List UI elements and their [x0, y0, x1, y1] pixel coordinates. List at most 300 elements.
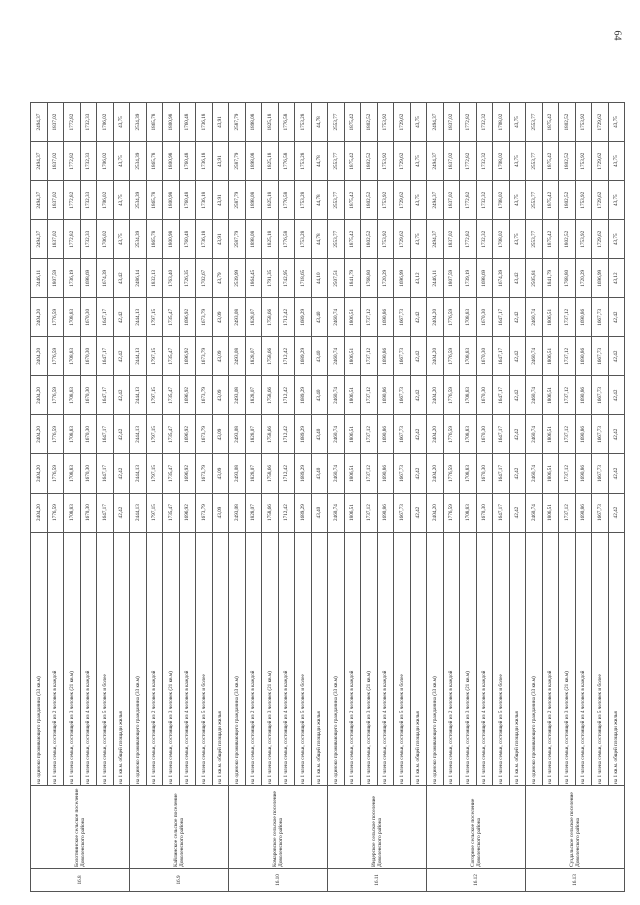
value-cell: 1806,51 [344, 337, 361, 376]
table-row [542, 103, 559, 892]
category-cell: на 1 члена семьи, состоящей из 3 человек (21 кв.м) [262, 532, 279, 785]
category-cell: на 1 члена семьи, состоящей из 4 человек в каждой [476, 532, 493, 785]
value-cell: 1768,80 [361, 259, 378, 298]
value-cell: 1760,48 [179, 103, 196, 142]
value-cell: 2493,08 [229, 493, 246, 532]
value-cell: 1776,59 [443, 415, 460, 454]
value-cell: 1708,83 [460, 415, 477, 454]
value-cell: 1696,92 [179, 376, 196, 415]
value-cell: 1758,66 [262, 493, 279, 532]
value-cell: 1763,40 [163, 259, 180, 298]
table-row [212, 103, 229, 892]
value-cell: 1729,62 [394, 181, 411, 220]
value-cell: 1702,67 [196, 259, 213, 298]
table-row [163, 103, 180, 892]
value-cell: 2460,74 [328, 298, 345, 337]
value-cell: 1708,83 [64, 454, 81, 493]
value-cell: 2553,77 [328, 103, 345, 142]
value-cell: 42,42 [410, 376, 427, 415]
value-cell: 1837,02 [47, 142, 64, 181]
value-cell: 1776,59 [443, 298, 460, 337]
value-cell: 1690,86 [575, 415, 592, 454]
value-cell: 1732,33 [80, 142, 97, 181]
value-cell: 43,75 [113, 103, 130, 142]
value-cell: 43,12 [608, 259, 625, 298]
value-cell: 1807,59 [47, 259, 64, 298]
value-cell: 43,75 [410, 142, 427, 181]
value-cell: 1690,86 [575, 493, 592, 532]
value-cell: 1708,83 [64, 337, 81, 376]
value-cell: 1696,92 [179, 337, 196, 376]
value-cell: 43,40 [311, 376, 328, 415]
category-cell: на 1 члена семьи, состоящей из 2 человек в каждой [245, 532, 262, 785]
value-cell: 1737,12 [361, 337, 378, 376]
value-cell: 43,40 [311, 493, 328, 532]
table-row [262, 103, 279, 892]
value-cell: 1753,92 [575, 220, 592, 259]
value-cell: 1776,59 [443, 493, 460, 532]
value-cell: 1667,73 [592, 376, 609, 415]
value-cell: 1837,02 [443, 103, 460, 142]
value-cell: 1670,30 [476, 454, 493, 493]
value-cell: 42,42 [509, 337, 526, 376]
value-cell: 1667,73 [592, 454, 609, 493]
value-cell: 1772,82 [460, 220, 477, 259]
value-cell: 1753,28 [295, 103, 312, 142]
value-cell: 1689,29 [295, 415, 312, 454]
value-cell: 43,09 [212, 376, 229, 415]
value-cell: 2460,74 [526, 337, 543, 376]
value-cell: 1837,02 [443, 220, 460, 259]
value-cell: 1772,82 [460, 142, 477, 181]
table-row [526, 103, 543, 892]
table-row [476, 103, 493, 892]
value-cell: 1670,30 [476, 415, 493, 454]
value-cell: 1737,12 [559, 415, 576, 454]
value-cell: 1825,18 [262, 142, 279, 181]
value-cell: 1647,17 [493, 493, 510, 532]
table-row [278, 103, 295, 892]
rotated-table-content [30, 102, 620, 892]
value-cell: 1670,30 [80, 298, 97, 337]
value-cell: 1800,98 [163, 220, 180, 259]
table-row [344, 103, 361, 892]
value-cell: 1729,62 [394, 220, 411, 259]
value-cell: 1706,02 [97, 181, 114, 220]
value-cell: 1708,02 [493, 103, 510, 142]
value-cell: 1797,15 [146, 454, 163, 493]
value-cell: 43,42 [509, 259, 526, 298]
value-cell: 1875,42 [542, 181, 559, 220]
value-cell: 1712,42 [278, 415, 295, 454]
value-cell: 42,42 [509, 376, 526, 415]
value-cell: 1674,39 [493, 259, 510, 298]
value-cell: 2404,20 [427, 337, 444, 376]
value-cell: 1708,83 [64, 415, 81, 454]
category-cell: на 1 члена семьи, состоящей из 5 человек и более [295, 532, 312, 785]
value-cell: 2494,37 [427, 181, 444, 220]
rotated-table-frame [30, 102, 620, 892]
value-cell: 43,75 [608, 181, 625, 220]
value-cell: 1690,86 [575, 376, 592, 415]
value-cell: 1670,30 [476, 298, 493, 337]
table-row [410, 103, 427, 892]
value-cell: 1739,19 [460, 259, 477, 298]
value-cell: 1732,32 [476, 181, 493, 220]
value-cell: 42,42 [608, 298, 625, 337]
value-cell: 1806,51 [542, 454, 559, 493]
value-cell: 1712,42 [278, 298, 295, 337]
value-cell: 1800,98 [163, 181, 180, 220]
value-cell: 1760,48 [179, 142, 196, 181]
value-cell: 1802,52 [361, 181, 378, 220]
value-cell: 1776,58 [278, 181, 295, 220]
value-cell: 1875,42 [344, 220, 361, 259]
value-cell: 2404,20 [427, 415, 444, 454]
value-cell: 1776,59 [47, 298, 64, 337]
value-cell: 1690,86 [575, 454, 592, 493]
value-cell: 1837,02 [443, 142, 460, 181]
table-row [559, 103, 576, 892]
value-cell: 1689,29 [295, 454, 312, 493]
value-cell: 1735,47 [163, 376, 180, 415]
category-cell: на 1 члена семьи, состоящей из 3 человек (21 кв.м) [460, 532, 477, 785]
category-cell: на одиноко проживающего гражданина (33 кв.м) [229, 532, 246, 785]
value-cell: 43,75 [410, 220, 427, 259]
value-cell: 1647,17 [97, 454, 114, 493]
value-cell: 44,78 [311, 220, 328, 259]
value-cell: 1802,52 [361, 142, 378, 181]
value-cell: 1797,15 [146, 376, 163, 415]
group-code: 16.13 [526, 868, 625, 891]
value-cell: 1737,12 [559, 454, 576, 493]
value-cell: 1797,15 [146, 298, 163, 337]
value-cell: 1712,42 [278, 493, 295, 532]
value-cell: 1828,07 [245, 415, 262, 454]
value-cell: 2494,37 [427, 142, 444, 181]
value-cell: 1772,82 [64, 181, 81, 220]
value-cell: 43,75 [608, 220, 625, 259]
value-cell: 2587,79 [229, 142, 246, 181]
value-cell: 2444,13 [130, 337, 147, 376]
value-cell: 1753,92 [377, 103, 394, 142]
category-cell: на 1 члена семьи, состоящей из 5 человек и более [196, 532, 213, 785]
value-cell: 1802,52 [559, 142, 576, 181]
value-cell: 1720,29 [575, 259, 592, 298]
value-cell: 1837,02 [47, 181, 64, 220]
municipality-name: Комаровское сельское поселение Доволенского района [229, 785, 328, 868]
value-cell: 2507,51 [328, 259, 345, 298]
value-cell: 1864,45 [245, 259, 262, 298]
value-cell: 42,42 [608, 376, 625, 415]
value-cell: 1753,28 [295, 142, 312, 181]
value-cell: 1737,12 [361, 376, 378, 415]
value-cell: 1806,51 [344, 454, 361, 493]
value-cell: 2539,99 [229, 259, 246, 298]
value-cell: 1729,62 [394, 142, 411, 181]
value-cell: 43,09 [212, 454, 229, 493]
value-cell: 43,75 [608, 103, 625, 142]
value-cell: 42,42 [410, 454, 427, 493]
value-cell: 2587,79 [229, 220, 246, 259]
value-cell: 2493,08 [229, 454, 246, 493]
municipality-name: Согорное сельское поселение Доволенского района [427, 785, 526, 868]
value-cell: 43,75 [113, 220, 130, 259]
value-cell: 1708,83 [64, 493, 81, 532]
value-cell: 1647,17 [97, 337, 114, 376]
value-cell: 1736,18 [196, 181, 213, 220]
value-cell: 1758,66 [262, 376, 279, 415]
table-row [377, 103, 394, 892]
value-cell: 1737,12 [559, 376, 576, 415]
value-cell: 1696,92 [179, 493, 196, 532]
value-cell: 1712,42 [278, 454, 295, 493]
value-cell: 42,42 [509, 415, 526, 454]
value-cell: 2553,77 [328, 142, 345, 181]
value-cell: 1806,51 [344, 415, 361, 454]
category-cell: на 1 члена семьи, состоящей из 4 человек в каждой [377, 532, 394, 785]
table-row [509, 103, 526, 892]
value-cell: 1708,02 [493, 220, 510, 259]
value-cell: 1718,65 [295, 259, 312, 298]
category-cell: на 1 члена семьи, состоящей из 4 человек в каждой [575, 532, 592, 785]
value-cell: 1667,73 [394, 415, 411, 454]
value-cell: 1753,92 [377, 181, 394, 220]
value-cell: 1753,92 [575, 103, 592, 142]
value-cell: 1708,83 [460, 454, 477, 493]
value-cell: 44,10 [311, 259, 328, 298]
value-cell: 1737,12 [361, 493, 378, 532]
value-cell: 2534,39 [130, 142, 147, 181]
value-cell: 1832,13 [146, 259, 163, 298]
value-cell: 1647,17 [97, 493, 114, 532]
value-cell: 1898,08 [245, 103, 262, 142]
value-cell: 1737,12 [559, 493, 576, 532]
value-cell: 1690,86 [377, 298, 394, 337]
category-cell: на одиноко проживающего гражданина (33 кв.м) [130, 532, 147, 785]
value-cell: 1667,73 [592, 337, 609, 376]
category-cell: на 1 члена семьи, состоящей из 5 человек и более [394, 532, 411, 785]
value-cell: 1673,79 [196, 415, 213, 454]
value-cell: 1898,08 [245, 220, 262, 259]
value-cell: 1673,79 [196, 298, 213, 337]
value-cell: 1736,19 [64, 259, 81, 298]
group-code: 16.10 [229, 868, 328, 891]
value-cell: 1706,02 [97, 142, 114, 181]
category-cell: на 1 члена семьи, состоящей из 4 человек в каждой [278, 532, 295, 785]
value-cell: 2446,11 [31, 259, 48, 298]
value-cell: 44,78 [311, 103, 328, 142]
value-cell: 1797,15 [146, 337, 163, 376]
value-cell: 42,42 [113, 298, 130, 337]
value-cell: 1800,98 [163, 103, 180, 142]
value-cell: 1667,73 [394, 298, 411, 337]
value-cell: 2460,74 [526, 493, 543, 532]
value-cell: 43,75 [410, 103, 427, 142]
value-cell: 1690,86 [377, 415, 394, 454]
value-cell: 1735,47 [163, 415, 180, 454]
value-cell: 1806,51 [344, 493, 361, 532]
value-cell: 2444,13 [130, 493, 147, 532]
value-cell: 2534,39 [130, 220, 147, 259]
category-cell: на 1 кв.м. общей площади жилья [311, 532, 328, 785]
value-cell: 1828,07 [245, 376, 262, 415]
table-row [394, 103, 411, 892]
value-cell: 1753,92 [575, 142, 592, 181]
table-row [575, 103, 592, 892]
table-row [328, 103, 345, 892]
value-cell: 43,42 [113, 259, 130, 298]
value-cell: 1802,52 [361, 220, 378, 259]
value-cell: 2494,37 [31, 220, 48, 259]
group-code: 16.8 [31, 868, 130, 891]
category-cell: на 1 члена семьи, состоящей из 2 человек в каждой [443, 532, 460, 785]
value-cell: 1776,59 [443, 454, 460, 493]
value-cell: 43,91 [212, 220, 229, 259]
value-cell: 1828,07 [245, 298, 262, 337]
value-cell: 1753,92 [377, 142, 394, 181]
value-cell: 1667,73 [592, 493, 609, 532]
value-cell: 1865,78 [146, 220, 163, 259]
value-cell: 42,42 [113, 337, 130, 376]
value-cell: 43,75 [608, 142, 625, 181]
value-cell: 1776,59 [443, 376, 460, 415]
value-cell: 42,42 [608, 493, 625, 532]
value-cell: 2404,20 [31, 454, 48, 493]
value-cell: 1875,42 [542, 103, 559, 142]
value-cell: 1696,92 [179, 454, 196, 493]
value-cell: 1732,33 [80, 220, 97, 259]
table-row [113, 103, 130, 892]
value-cell: 1875,42 [542, 142, 559, 181]
value-cell: 43,12 [410, 259, 427, 298]
value-cell: 2494,37 [427, 220, 444, 259]
value-cell: 1772,82 [64, 142, 81, 181]
value-cell: 42,42 [113, 415, 130, 454]
value-cell: 1865,78 [146, 103, 163, 142]
value-cell: 43,75 [113, 181, 130, 220]
value-cell: 1708,83 [460, 298, 477, 337]
value-cell: 1875,42 [344, 103, 361, 142]
value-cell: 1828,07 [245, 454, 262, 493]
value-cell: 1689,29 [295, 376, 312, 415]
value-cell: 1690,86 [377, 337, 394, 376]
value-cell: 1737,12 [559, 337, 576, 376]
value-cell: 1729,62 [592, 142, 609, 181]
value-cell: 1708,83 [460, 337, 477, 376]
value-cell: 42,42 [113, 454, 130, 493]
category-cell: на 1 члена семьи, состоящей из 2 человек в каждой [146, 532, 163, 785]
value-cell: 1729,62 [592, 181, 609, 220]
value-cell: 1732,32 [476, 220, 493, 259]
value-cell: 1800,98 [163, 142, 180, 181]
value-cell: 1791,35 [262, 259, 279, 298]
table-row [229, 103, 246, 892]
value-cell: 2553,77 [526, 181, 543, 220]
value-cell: 1736,18 [196, 103, 213, 142]
value-cell: 1708,83 [64, 298, 81, 337]
value-cell: 1737,12 [361, 415, 378, 454]
value-cell: 1841,79 [542, 259, 559, 298]
table-row [361, 103, 378, 892]
value-cell: 1776,59 [47, 376, 64, 415]
table-row [608, 103, 625, 892]
value-cell: 1706,02 [97, 103, 114, 142]
value-cell: 1772,82 [64, 220, 81, 259]
value-cell: 1825,18 [262, 220, 279, 259]
value-cell: 1732,32 [476, 142, 493, 181]
group-code: 16.11 [328, 868, 427, 891]
value-cell: 1712,42 [278, 376, 295, 415]
value-cell: 42,42 [509, 298, 526, 337]
value-cell: 2404,20 [427, 454, 444, 493]
value-cell: 1737,12 [361, 454, 378, 493]
value-cell: 2444,13 [130, 454, 147, 493]
value-cell: 1708,02 [493, 181, 510, 220]
category-cell: на 1 кв.м. общей площади жилья [113, 532, 130, 785]
value-cell: 1647,17 [493, 454, 510, 493]
value-cell: 2460,74 [328, 493, 345, 532]
value-cell: 1753,28 [295, 220, 312, 259]
category-cell: на одиноко проживающего гражданина (33 кв.м) [31, 532, 48, 785]
value-cell: 2493,08 [229, 415, 246, 454]
category-cell: на 1 члена семьи, состоящей из 4 человек в каждой [80, 532, 97, 785]
value-cell: 1690,86 [377, 493, 394, 532]
value-cell: 1729,62 [592, 103, 609, 142]
value-cell: 1776,58 [278, 142, 295, 181]
value-cell: 1875,42 [344, 142, 361, 181]
value-cell: 2460,74 [328, 415, 345, 454]
value-cell: 1837,02 [47, 103, 64, 142]
value-cell: 1673,79 [196, 376, 213, 415]
category-cell: на 1 члена семьи, состоящей из 5 человек и более [592, 532, 609, 785]
value-cell: 1689,29 [295, 298, 312, 337]
value-cell: 1806,51 [542, 337, 559, 376]
value-cell: 2404,20 [427, 298, 444, 337]
table-row [245, 103, 262, 892]
value-cell: 1806,51 [344, 298, 361, 337]
value-cell: 1898,08 [245, 142, 262, 181]
value-cell: 1708,83 [460, 493, 477, 532]
value-cell: 2460,74 [328, 337, 345, 376]
table-row [31, 103, 48, 892]
value-cell: 2404,20 [31, 298, 48, 337]
value-cell: 1760,48 [179, 220, 196, 259]
value-cell: 1841,79 [344, 259, 361, 298]
table-row [196, 103, 213, 892]
table-row [427, 103, 444, 892]
value-cell: 43,75 [509, 181, 526, 220]
value-cell: 1667,73 [592, 415, 609, 454]
value-cell: 1797,15 [146, 493, 163, 532]
value-cell: 1776,59 [443, 337, 460, 376]
table-row [443, 103, 460, 892]
value-cell: 1753,92 [377, 220, 394, 259]
value-cell: 1670,30 [476, 376, 493, 415]
table-row [80, 103, 97, 892]
value-cell: 1647,17 [493, 337, 510, 376]
value-cell: 1698,69 [80, 259, 97, 298]
value-cell: 1806,51 [542, 376, 559, 415]
value-cell: 1742,95 [278, 259, 295, 298]
value-cell: 2460,74 [526, 454, 543, 493]
value-cell: 1776,59 [47, 454, 64, 493]
value-cell: 1735,47 [163, 454, 180, 493]
value-cell: 1712,42 [278, 337, 295, 376]
value-cell: 1647,17 [97, 376, 114, 415]
value-cell: 1806,51 [344, 376, 361, 415]
value-cell: 44,78 [311, 181, 328, 220]
